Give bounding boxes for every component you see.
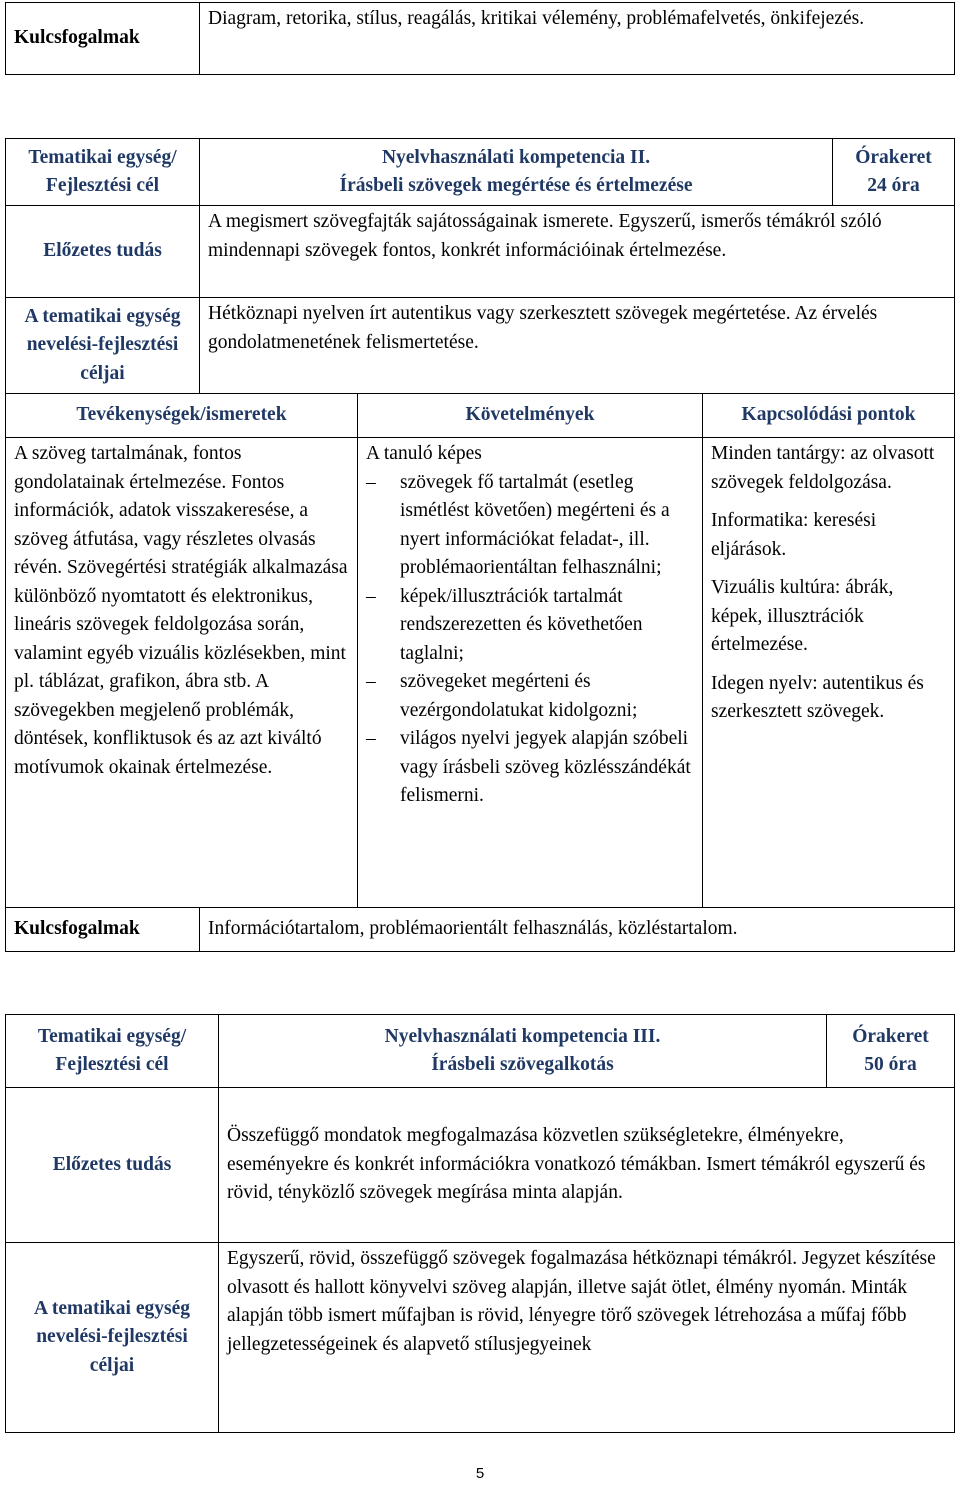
unit2-col-links: Kapcsolódási pontok bbox=[703, 394, 955, 438]
unit2-goals-text: Hétköznapi nyelven írt autentikus vagy szerkesztett szövegek megértetése. Az érvelés gondolatmenetének felismertetése. bbox=[200, 298, 955, 394]
unit2-links bbox=[703, 438, 955, 908]
link-item: Minden tantárgy: az olvasott szövegek feldolgozása. bbox=[711, 443, 935, 493]
unit2-title bbox=[200, 139, 833, 206]
unit2-requirements-list bbox=[366, 469, 694, 811]
unit2-title-line2: Írásbeli szövegek megértése és értelmezése bbox=[339, 175, 693, 196]
unit3-prior-label: Előzetes tudás bbox=[6, 1088, 219, 1243]
unit2-topic-label: Tematikai egység/ Fejlesztési cél bbox=[6, 139, 200, 206]
unit3-title-line1: Nyelvhasználati kompetencia III. bbox=[384, 1025, 661, 1047]
page-number: 5 bbox=[475, 1465, 485, 1482]
unit3-title-line2: Írásbeli szövegalkotás bbox=[431, 1054, 614, 1075]
unit2-title-line1: Nyelvhasználati kompetencia II. bbox=[381, 146, 651, 168]
unit2-key-label: Kulcsfogalmak bbox=[6, 908, 200, 952]
unit2-col-activities: Tevékenységek/ismeretek bbox=[6, 394, 358, 438]
unit2-requirements-intro: A tanuló képes bbox=[366, 443, 482, 464]
unit3-prior-text: Összefüggő mondatok megfogalmazása közvetlen szükségletekre, élményekre, eseményekre és konkrét információkra vonatkozó témákban. Ismert témákról egyszerű és rövid, tényközlő szövegek megírása minta alapján. bbox=[219, 1088, 955, 1243]
top-key-label: Kulcsfogalmak bbox=[6, 3, 200, 75]
unit3-hours bbox=[827, 1015, 955, 1088]
unit3-goals-text: Egyszerű, rövid, összefüggő szövegek fogalmazása hétköznapi témákról. Jegyzet készítése olvasott és hallott könyvelvi szöveg alapján, illetve saját ötlet, élmény nyomán. Minták alapján több ismert műfajban is rövid, lényegre törő szövegek létrehozása a műfaj főbb jellegzetességeinek és alapvető stílusjegyeinek bbox=[219, 1243, 955, 1433]
top-key-table bbox=[5, 2, 955, 75]
unit2-hours-label: Órakeret bbox=[855, 146, 932, 168]
unit2-col-requirements: Követelmények bbox=[358, 394, 703, 438]
unit2-prior-text: A megismert szövegfajták sajátosságainak ismerete. Egyszerű, ismerős témákról szóló mindennapi szövegek fontos, konkrét információinak értelmezése. bbox=[200, 206, 955, 298]
unit3-hours-label: Órakeret bbox=[852, 1025, 929, 1047]
list-item: – szövegeket megérteni és vezérgondolatukat kidolgozni; bbox=[366, 668, 694, 725]
unit2-activities-text: A szöveg tartalmának, fontos gondolatainak értelmezése. Fontos információk, adatok visszakeresése, a szöveg átfutása, vagy részletes olvasás révén. Szövegértési stratégiák alkalmazása különböző nyomtatott és elektronikus, lineáris szövegek feldolgozása során, valamint egyéb vizuális közlésekben, mint pl. táblázat, grafikon, ábra stb. A szövegekben megjelenő problémák, döntések, konfliktusok és az azt kiváltó motívumok okainak értelmezése. bbox=[6, 438, 358, 908]
unit2-goals-label: A tematikai egység nevelési-fejlesztési céljai bbox=[6, 298, 200, 394]
unit2-key-text: Információtartalom, problémaorientált felhasználás, közléstartalom. bbox=[200, 908, 955, 952]
link-item: Vizuális kultúra: ábrák, képek, illusztrációk értelmezése. bbox=[711, 577, 894, 655]
unit2-hours-value: 24 óra bbox=[867, 175, 920, 196]
unit3-table bbox=[5, 1014, 955, 1433]
unit3-goals-label: A tematikai egység nevelési-fejlesztési céljai bbox=[6, 1243, 219, 1433]
unit2-hours bbox=[833, 139, 955, 206]
unit2-prior-label: Előzetes tudás bbox=[6, 206, 200, 298]
list-item: – szövegek fő tartalmát (esetleg ismétlést követően) megérteni és a nyert információkat feladat-, ill. problémaorientáltan felhasználni; bbox=[366, 469, 694, 583]
unit2-table bbox=[5, 138, 955, 952]
link-item: Informatika: keresési eljárások. bbox=[711, 510, 877, 560]
unit3-title bbox=[219, 1015, 827, 1088]
top-key-text: Diagram, retorika, stílus, reagálás, kritikai vélemény, problémafelvetés, önkifejezés. bbox=[200, 3, 955, 75]
unit3-topic-label: Tematikai egység/ Fejlesztési cél bbox=[6, 1015, 219, 1088]
link-item: Idegen nyelv: autentikus és szerkesztett szövegek. bbox=[711, 672, 924, 722]
list-item: – világos nyelvi jegyek alapján szóbeli vagy írásbeli szöveg közlésszándékát felismerni. bbox=[366, 725, 694, 811]
unit3-hours-value: 50 óra bbox=[864, 1054, 917, 1075]
unit2-requirements bbox=[358, 438, 703, 908]
list-item: – képek/illusztrációk tartalmát rendszerezetten és követhetően taglalni; bbox=[366, 583, 694, 669]
